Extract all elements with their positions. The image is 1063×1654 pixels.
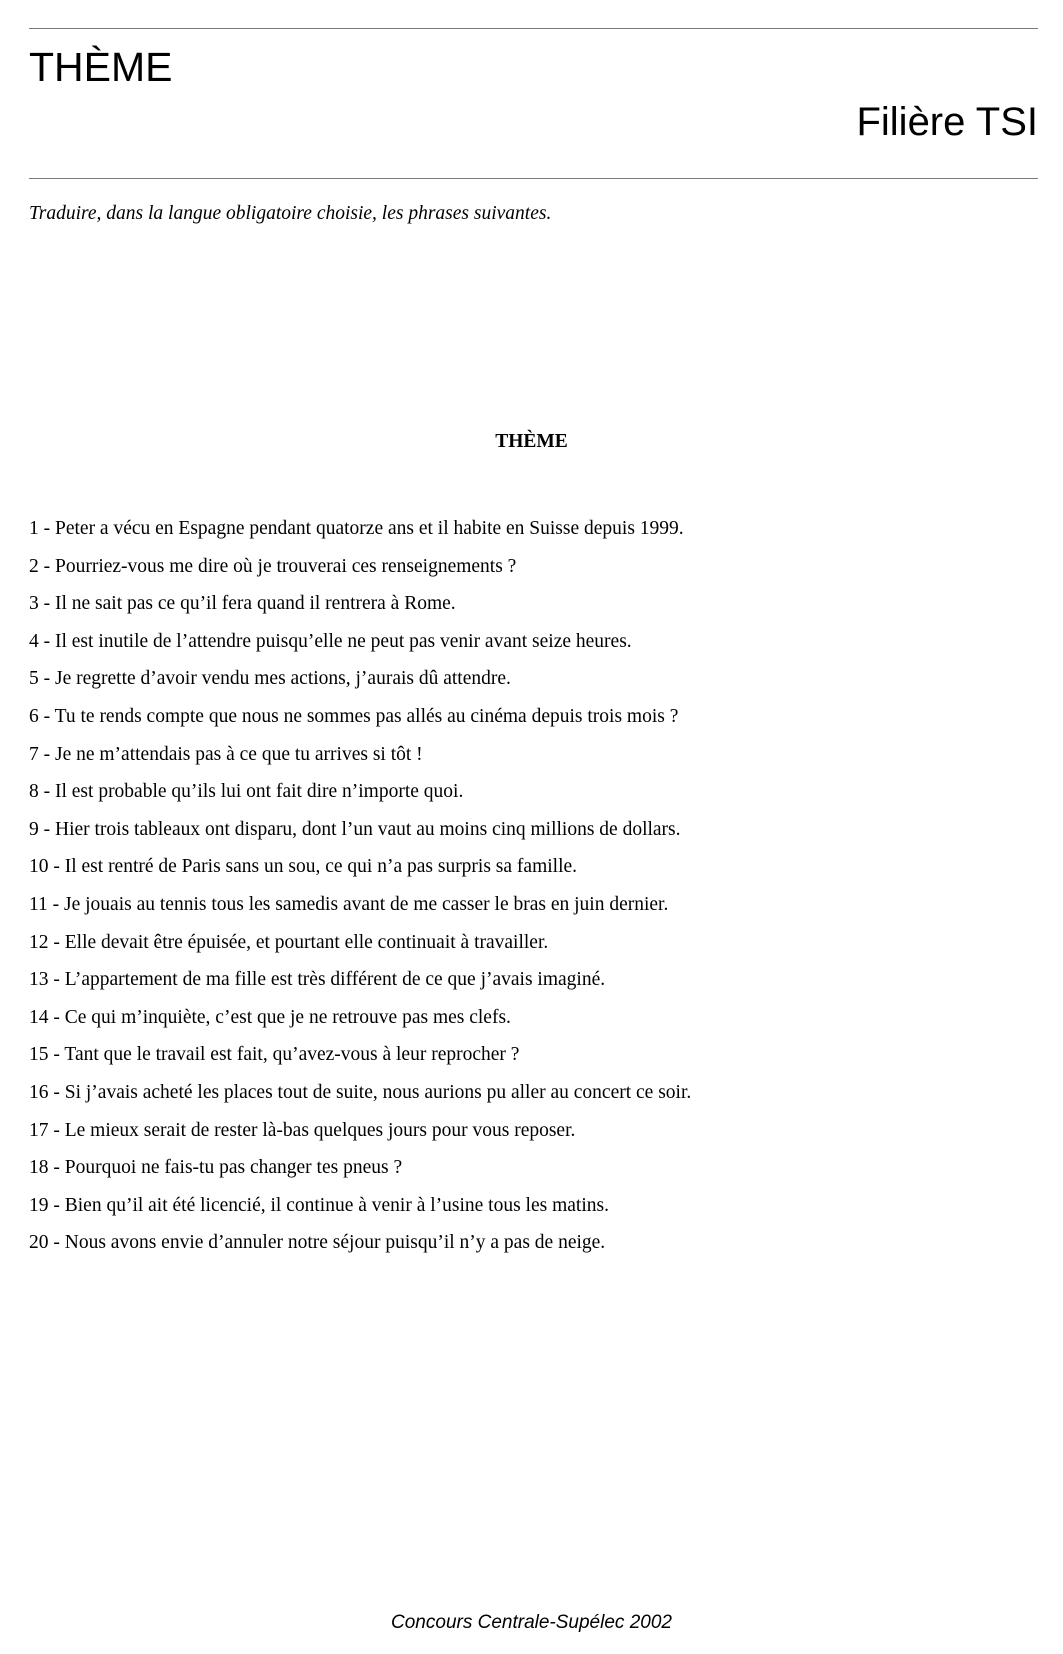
sentence-item: 20 - Nous avons envie d’annuler notre séjour puisqu’il n’y a pas de neige. — [29, 1232, 606, 1254]
sentence-item: 7 - Je ne m’attendais pas à ce que tu arrives si tôt ! — [29, 743, 423, 765]
page-title: THÈME — [29, 44, 173, 90]
sentence-item: 15 - Tant que le travail est fait, qu’avez-vous à leur reprocher ? — [29, 1044, 520, 1066]
instructions-text: Traduire, dans la langue obligatoire choisie, les phrases suivantes. — [29, 203, 552, 224]
header-bottom-rule — [29, 178, 1038, 179]
track-label: Filière TSI — [856, 100, 1038, 144]
sentence-item: 9 - Hier trois tableaux ont disparu, dont l’un vaut au moins cinq millions de dollars. — [29, 818, 681, 840]
sentence-item: 16 - Si j’avais acheté les places tout de suite, nous aurions pu aller au concert ce soir. — [29, 1081, 692, 1103]
sentence-item: 3 - Il ne sait pas ce qu’il fera quand il rentrera à Rome. — [29, 593, 456, 615]
section-title: THÈME — [495, 431, 568, 452]
sentence-list — [29, 517, 691, 1269]
sentence-item: 4 - Il est inutile de l’attendre puisqu’elle ne peut pas venir avant seize heures. — [29, 630, 632, 652]
sentence-item: 14 - Ce qui m’inquiète, c’est que je ne retrouve pas mes clefs. — [29, 1006, 511, 1028]
sentence-item: 1 - Peter a vécu en Espagne pendant quatorze ans et il habite en Suisse depuis 1999. — [29, 518, 684, 539]
footer-text: Concours Centrale-Supélec 2002 — [391, 1612, 672, 1633]
sentence-item: 13 - L’appartement de ma fille est très différent de ce que j’avais imaginé. — [29, 969, 606, 991]
sentence-item: 5 - Je regrette d’avoir vendu mes actions, j’aurais dû attendre. — [29, 668, 511, 690]
sentence-item: 11 - Je jouais au tennis tous les samedis avant de me casser le bras en juin dernier. — [29, 893, 669, 915]
sentence-item: 12 - Elle devait être épuisée, et pourtant elle continuait à travailler. — [29, 931, 549, 953]
sentence-item: 19 - Bien qu’il ait été licencié, il continue à venir à l’usine tous les matins. — [29, 1194, 609, 1216]
sentence-item: 10 - Il est rentré de Paris sans un sou, ce qui n’a pas surpris sa famille. — [29, 856, 578, 878]
sentence-item: 2 - Pourriez-vous me dire où je trouverai ces renseignements ? — [29, 555, 517, 577]
header-top-rule — [29, 28, 1038, 29]
sentence-item: 18 - Pourquoi ne fais-tu pas changer tes pneus ? — [29, 1157, 403, 1179]
sentence-item: 6 - Tu te rends compte que nous ne sommes pas allés au cinéma depuis trois mois ? — [29, 705, 679, 727]
sentence-item: 8 - Il est probable qu’ils lui ont fait dire n’importe quoi. — [29, 781, 464, 803]
sentence-item: 17 - Le mieux serait de rester là-bas quelques jours pour vous reposer. — [29, 1119, 576, 1141]
